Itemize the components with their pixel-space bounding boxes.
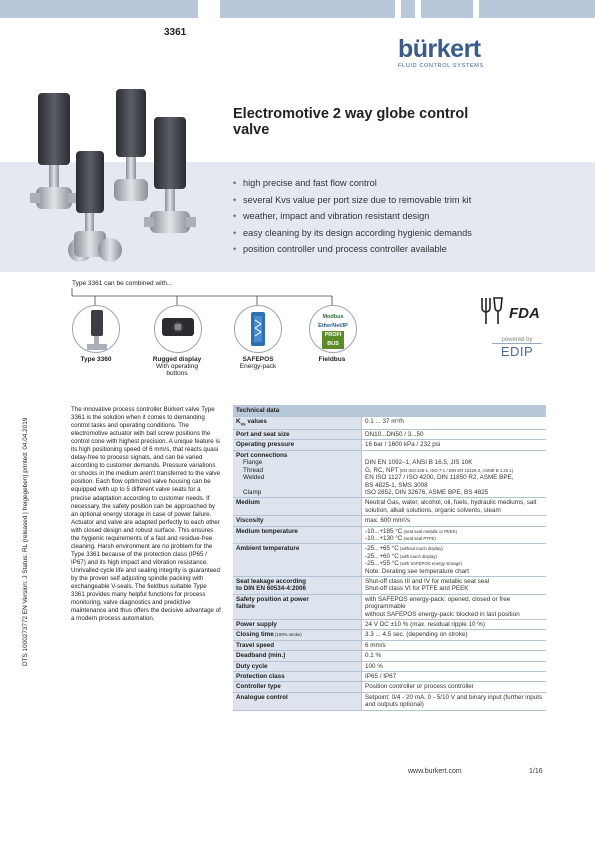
rugged-display-desc: With operating buttons: [156, 363, 198, 377]
row-label: Ambient temperature: [233, 544, 362, 577]
table-row: [233, 620, 546, 630]
row-value: 100 %: [362, 661, 547, 671]
top-bar-gap: [473, 0, 479, 18]
table-title: Technical data: [233, 405, 546, 417]
row-value: with SAFEPOS energy-pack: opened, closed or free programmable without SAFEPOS energy-pack: blocked in last position: [362, 594, 547, 619]
safepos-image: [234, 305, 282, 353]
table-row: [233, 661, 546, 671]
top-bar: [0, 0, 595, 18]
row-value: 6 mm/s: [362, 640, 547, 650]
product-image: [30, 85, 210, 270]
row-value: 0.1 %: [362, 651, 547, 661]
row-value: Position controller or process controller: [362, 682, 547, 692]
table-row: [233, 417, 546, 430]
table-row: [233, 544, 546, 577]
table-row: [233, 672, 546, 682]
row-label: Seat leakage according to DIN EN 60534-4:2006: [233, 576, 362, 594]
feature-item: • position controller und process controller available: [233, 244, 447, 254]
feature-item: • high precise and fast flow control: [233, 178, 377, 188]
row-label: Closing time (100% stroke): [233, 630, 362, 640]
row-label: Analogue control: [233, 692, 362, 710]
ethernet-ip-logo: EtherNet/IP: [318, 323, 348, 329]
top-bar-gap: [415, 0, 421, 18]
table-row: [233, 576, 546, 594]
row-label: Travel speed: [233, 640, 362, 650]
feature-item: • weather, impact and vibration resistant design: [233, 211, 430, 221]
table-row: [233, 430, 546, 440]
rugged-display-caption: [142, 356, 212, 377]
top-bar-gap: [198, 0, 220, 18]
row-label: Port connections Flange Thread Welded Clamp: [233, 450, 362, 497]
top-bar-gap: [395, 0, 401, 18]
brand-name: bürkert: [398, 35, 481, 63]
feature-item: • easy cleaning by its design according hygienic demands: [233, 227, 472, 238]
intro-paragraph: The innovative process controller Bürkert valve Type 3361 is the solution when it comes to demanding control tasks and operating conditions. The electromotive actuator with ball screw positions the control cone with highest precision. A unique feature is its high positioning speed of 6 mm/s, that reacts quasi delay-free to process signals, and can be varied according to customer demands. Pressure variations or shocks in the medium aren't transferred to the valve position. Each flow optimized valve housing can be equipped with up to 5 different valve seats for a precise adaptation according to customer needs. If necessary, the safety position can be approached by an optional energy storage in case of power failure. Actuator and valve are adapted perfectly to each other with closed design and robust surface. This ensures the hygienic requirements of a fast and residue-free cleaning. Harsh environment are no problem for the Type 3361 because of the protection class (IP65 / IP67) and its high impact and vibration resistance. Unrivalled cycle life and sealing integrity is guaranteed by the proven self adjusting spindle packing with exchangeable V-seals. The fieldbus suitable Type 3361 provides many helpful functions for process monitoring, valve diagnostics and predictive maintenance and thus offers the decisive advantage of a modern process automation.: [71, 406, 221, 623]
type-number: 3361: [164, 27, 187, 38]
fieldbus-logos: [314, 313, 352, 349]
page-title: [233, 106, 468, 138]
table-row: [233, 640, 546, 650]
safepos-desc: Energy-pack: [239, 363, 277, 370]
row-value: Shut-off class III and IV for metallic seat seal Shut-off class VI for PTFE and PEEK: [362, 576, 547, 594]
table-row: [233, 594, 546, 619]
table-row: [233, 630, 546, 640]
row-label: Operating pressure: [233, 440, 362, 450]
combine-connector-lines: [70, 288, 370, 308]
burkert-logo: [398, 37, 524, 69]
modbus-logo: Modbus: [322, 314, 344, 320]
type-3360-image: [72, 305, 120, 353]
feature-item: • several Kvs value per port size due to removable trim kit: [233, 194, 472, 205]
row-label: Controller type: [233, 682, 362, 692]
edip-badge: [492, 337, 542, 359]
table-row: [233, 651, 546, 661]
row-label: Port and seat size: [233, 430, 362, 440]
row-label: $K_{vs}$ values: [233, 417, 362, 430]
document-status-sidetext: DTS 1000273772 EN Version: J Status: RL (released | freigegeben) printed: 04.04.2019: [22, 417, 29, 666]
fda-badge: [478, 296, 548, 326]
row-value: 3.3 ... 4.5 sec. (depending on stroke): [362, 630, 547, 640]
fda-text: FDA: [509, 305, 540, 322]
row-value: DN10...DN50 / 3...50: [362, 430, 547, 440]
row-value: 0.1 ... 37 m³/h: [362, 417, 547, 430]
table-row: [233, 516, 546, 526]
row-value: Setpoint: 0/4 - 20 mA, 0 - 5/10 V and binary input (further inputs and outputs optional): [362, 692, 547, 710]
row-label: Safety position at power failure: [233, 594, 362, 619]
row-label: Duty cycle: [233, 661, 362, 671]
row-label: Medium: [233, 498, 362, 516]
edip-powered-by: powered by: [501, 337, 533, 343]
profibus-logo: PROFI BUS: [322, 331, 344, 349]
row-value: -10...+185 °C (seat seal metallic or PEEK) -10...+130 °C (seat seal PTFE): [362, 526, 547, 544]
technical-data-table: [233, 405, 546, 711]
table-row: [233, 692, 546, 710]
table-header-row: [233, 405, 546, 417]
page-number: 1/16: [529, 768, 543, 775]
rugged-display-image: [154, 305, 202, 353]
row-label: Power supply: [233, 620, 362, 630]
row-label: Viscosity: [233, 516, 362, 526]
feature-list: [233, 178, 472, 261]
table-row: [233, 450, 546, 497]
type-3360-caption: Type 3360: [80, 356, 112, 363]
fieldbus-caption: Fieldbus: [318, 356, 346, 363]
title-line-2: valve: [233, 122, 270, 138]
row-value: max. 600 mm²/s: [362, 516, 547, 526]
row-label: Medium temperature: [233, 526, 362, 544]
row-label: Deadband (min.): [233, 651, 362, 661]
safepos-title: SAFEPOS: [242, 356, 274, 363]
row-label: Protection class: [233, 672, 362, 682]
row-value: 24 V DC ±10 % (max. residual ripple 10 %): [362, 620, 547, 630]
safepos-caption: [225, 356, 291, 370]
table-row: [233, 682, 546, 692]
valve-icon: [73, 306, 119, 352]
footer-website-link[interactable]: www.burkert.com: [408, 768, 462, 775]
row-value: 16 bar / 1600 kPa / 232 psi: [362, 440, 547, 450]
title-line-1: Electromotive 2 way globe control: [233, 106, 469, 122]
row-value: -25...+65 °C (without touch display) -25...+60 °C (with touch display) -25...+55 °C (with SAFEPOS energy storage) Note: Derating see temperature chart: [362, 544, 547, 577]
edip-text: EDIP: [492, 343, 542, 359]
combine-label: Type 3361 can be combined with...: [72, 280, 173, 287]
table-row: [233, 440, 546, 450]
rugged-display-title: Rugged display: [152, 356, 202, 363]
display-icon: [155, 306, 201, 352]
food-safe-icon: [482, 298, 502, 324]
row-value: Neutral Gas, water, alcohol, oil, fuels, hydraulic mediums, salt solution, alkali solutions, organic solvents, steam: [362, 498, 547, 516]
table-row: [233, 526, 546, 544]
table-row: [233, 498, 546, 516]
energy-pack-icon: [235, 306, 281, 352]
row-value: IP65 / IP67: [362, 672, 547, 682]
row-value: DIN EN 1092–1, ANSI B 16.5, JIS 10K G, RC, NPT (EN ISO 228-1, ISO 7-1 / DIN EN 10226-2, ASME B 1.20.1) EN ISO 1127 / ISO 4200, DIN 11850 R2, ASME BPE, BS 4825-1, SMS 3008 ISO 2852, DIN 32676, ASME BPE, BS 4825: [362, 450, 547, 497]
brand-tagline: FLUID CONTROL SYSTEMS: [398, 63, 484, 69]
fieldbus-image: [309, 305, 357, 353]
